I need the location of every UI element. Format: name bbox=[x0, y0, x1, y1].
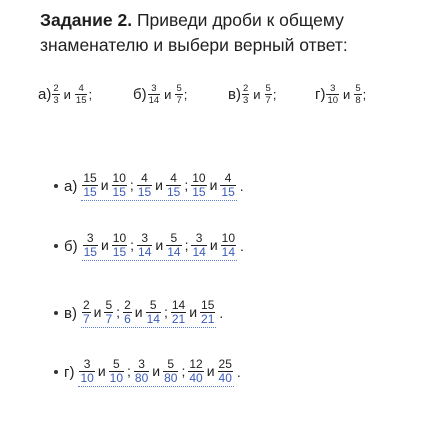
fraction bbox=[163, 358, 178, 385]
denominator: 15 bbox=[192, 184, 206, 199]
fraction bbox=[134, 358, 149, 385]
denominator: 7 bbox=[176, 94, 182, 106]
denominator: 10 bbox=[109, 370, 124, 385]
fraction bbox=[112, 232, 127, 259]
separator: ; bbox=[362, 86, 367, 102]
denominator: 8 bbox=[355, 94, 361, 106]
numerator: 3 bbox=[330, 82, 336, 94]
task-label: г) bbox=[315, 85, 326, 103]
numerator: 2 bbox=[124, 297, 131, 312]
fraction bbox=[220, 172, 235, 199]
separator: ; bbox=[181, 363, 186, 379]
denominator: 40 bbox=[189, 370, 203, 385]
denominator: 14 bbox=[167, 244, 181, 259]
task-label: б) bbox=[133, 85, 147, 103]
separator: ; bbox=[130, 237, 135, 253]
denominator: 40 bbox=[218, 370, 232, 385]
denominator: 15 bbox=[112, 184, 126, 199]
numerator: 25 bbox=[218, 356, 232, 371]
task-c bbox=[228, 74, 276, 114]
conjunction: и bbox=[253, 86, 261, 102]
separator: ; bbox=[116, 304, 121, 320]
fraction bbox=[137, 232, 152, 259]
separator: ; bbox=[272, 86, 277, 102]
task-heading bbox=[40, 8, 410, 58]
fraction bbox=[75, 83, 88, 106]
denominator: 15 bbox=[112, 244, 127, 259]
fraction bbox=[52, 83, 59, 106]
separator: ; bbox=[184, 237, 189, 253]
fraction bbox=[79, 358, 94, 385]
task-fractions bbox=[38, 74, 418, 114]
numerator: 4 bbox=[224, 170, 232, 185]
numerator: 10 bbox=[221, 230, 236, 245]
numerator: 5 bbox=[265, 82, 271, 94]
bullet bbox=[54, 311, 58, 315]
numerator: 4 bbox=[78, 82, 84, 94]
fraction bbox=[148, 83, 161, 106]
heading-line-1 bbox=[40, 8, 410, 33]
numerator: 15 bbox=[83, 170, 97, 185]
fraction bbox=[188, 358, 203, 385]
answer-option-d[interactable] bbox=[54, 352, 241, 392]
numerator: 10 bbox=[112, 230, 127, 245]
denominator: 7 bbox=[105, 311, 113, 326]
conjunction: и bbox=[343, 86, 351, 102]
answer-text bbox=[81, 172, 236, 201]
separator: ; bbox=[88, 86, 93, 102]
end-mark: . bbox=[236, 364, 241, 380]
denominator: 7 bbox=[82, 311, 90, 326]
numerator: 14 bbox=[171, 297, 186, 312]
fraction bbox=[191, 232, 206, 259]
task-b bbox=[133, 74, 187, 114]
numerator: 4 bbox=[170, 170, 177, 185]
fraction bbox=[242, 83, 249, 106]
answer-text bbox=[82, 232, 237, 261]
numerator: 4 bbox=[141, 170, 148, 185]
denominator: 21 bbox=[201, 311, 215, 326]
answer-option-c[interactable] bbox=[54, 293, 223, 333]
conjunction: и bbox=[152, 363, 161, 379]
bullet bbox=[54, 370, 58, 374]
denominator: 3 bbox=[53, 94, 59, 106]
numerator: 5 bbox=[149, 297, 157, 312]
fraction bbox=[265, 83, 272, 106]
answer-option-b[interactable] bbox=[54, 226, 244, 266]
task-number: Задание 2. bbox=[40, 10, 133, 30]
numerator: 5 bbox=[105, 297, 113, 312]
denominator: 14 bbox=[192, 244, 206, 259]
denominator: 14 bbox=[138, 244, 152, 259]
fraction bbox=[137, 172, 152, 199]
separator: ; bbox=[184, 177, 189, 193]
numerator: 5 bbox=[112, 356, 120, 371]
denominator: 15 bbox=[83, 184, 97, 199]
fraction bbox=[83, 232, 98, 259]
fraction bbox=[218, 358, 233, 385]
conjunction: и bbox=[155, 177, 163, 193]
heading-text-2: знаменателю и выбери верный ответ: bbox=[40, 35, 348, 55]
denominator: 80 bbox=[164, 370, 178, 385]
numerator: 2 bbox=[82, 297, 90, 312]
conjunction: и bbox=[189, 304, 198, 320]
denominator: 10 bbox=[327, 94, 339, 106]
denominator: 6 bbox=[124, 311, 131, 326]
fraction bbox=[166, 172, 181, 199]
numerator: 5 bbox=[355, 82, 361, 94]
denominator: 10 bbox=[80, 370, 94, 385]
denominator: 14 bbox=[148, 94, 160, 106]
numerator: 3 bbox=[83, 356, 91, 371]
denominator: 14 bbox=[146, 311, 160, 326]
denominator: 80 bbox=[134, 370, 149, 385]
fraction bbox=[221, 232, 236, 259]
answer-text bbox=[78, 358, 233, 387]
end-mark: . bbox=[219, 305, 224, 321]
conjunction: и bbox=[134, 304, 143, 320]
numerator: 10 bbox=[192, 170, 206, 185]
answer-label: г) bbox=[64, 363, 75, 381]
numerator: 5 bbox=[176, 82, 182, 94]
denominator: 21 bbox=[171, 311, 186, 326]
conjunction: и bbox=[164, 86, 172, 102]
denominator: 15 bbox=[75, 94, 87, 106]
denominator: 7 bbox=[265, 94, 271, 106]
task-label: а) bbox=[38, 85, 52, 103]
conjunction: и bbox=[155, 237, 164, 253]
numerator: 3 bbox=[195, 230, 203, 245]
answer-text bbox=[81, 299, 216, 328]
fraction bbox=[82, 299, 91, 326]
conjunction: и bbox=[100, 237, 109, 253]
task-d bbox=[315, 74, 366, 114]
numerator: 5 bbox=[170, 230, 178, 245]
heading-text-1: Приведи дроби к общему bbox=[136, 10, 344, 30]
numerator: 15 bbox=[201, 297, 215, 312]
fraction bbox=[112, 172, 127, 199]
separator: ; bbox=[163, 304, 168, 320]
fraction bbox=[82, 172, 97, 199]
answer-label: б) bbox=[64, 237, 78, 255]
conjunction: и bbox=[97, 363, 106, 379]
bullet bbox=[54, 184, 58, 188]
bullet bbox=[54, 244, 58, 248]
numerator: 3 bbox=[141, 230, 149, 245]
denominator: 15 bbox=[83, 244, 97, 259]
fraction bbox=[326, 83, 339, 106]
conjunction: и bbox=[209, 177, 218, 193]
numerator: 12 bbox=[189, 356, 203, 371]
numerator: 5 bbox=[167, 356, 175, 371]
separator: ; bbox=[183, 86, 188, 102]
denominator: 15 bbox=[166, 184, 181, 199]
answer-label: в) bbox=[64, 304, 77, 322]
numerator: 3 bbox=[86, 230, 94, 245]
conjunction: и bbox=[209, 237, 218, 253]
answer-label: а) bbox=[64, 177, 78, 195]
fraction bbox=[171, 299, 186, 326]
numerator: 2 bbox=[242, 82, 249, 94]
denominator: 14 bbox=[221, 244, 236, 259]
numerator: 3 bbox=[151, 82, 157, 94]
numerator: 10 bbox=[112, 170, 126, 185]
fraction bbox=[109, 358, 124, 385]
fraction bbox=[191, 172, 206, 199]
numerator: 3 bbox=[138, 356, 145, 371]
task-a bbox=[38, 74, 92, 114]
denominator: 15 bbox=[221, 184, 235, 199]
denominator: 15 bbox=[137, 184, 152, 199]
conjunction: и bbox=[63, 86, 71, 102]
end-mark: . bbox=[239, 178, 244, 194]
conjunction: и bbox=[93, 304, 102, 320]
task-label: в) bbox=[228, 85, 241, 103]
fraction bbox=[175, 83, 182, 106]
fraction bbox=[166, 232, 181, 259]
fraction bbox=[146, 299, 161, 326]
answer-option-a[interactable] bbox=[54, 166, 244, 206]
conjunction: и bbox=[206, 363, 215, 379]
fraction bbox=[104, 299, 113, 326]
denominator: 3 bbox=[242, 94, 249, 106]
fraction bbox=[200, 299, 215, 326]
numerator: 2 bbox=[53, 82, 59, 94]
separator: ; bbox=[127, 363, 131, 379]
separator: ; bbox=[129, 177, 134, 193]
end-mark: . bbox=[240, 238, 244, 254]
fraction bbox=[354, 83, 361, 106]
conjunction: и bbox=[100, 177, 109, 193]
fraction bbox=[123, 299, 132, 326]
